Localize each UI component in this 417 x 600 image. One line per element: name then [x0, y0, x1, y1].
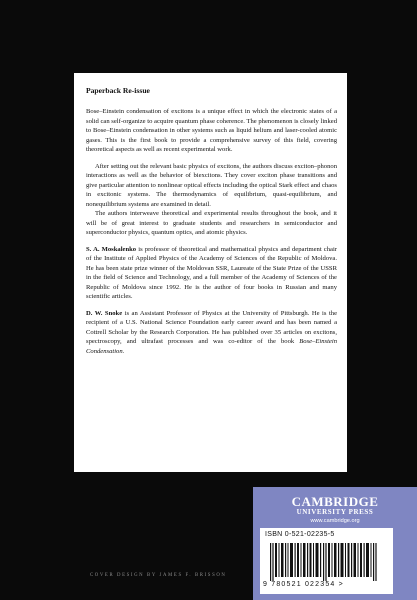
author-name-moskalenko: S. A. Moskalenko: [86, 245, 137, 253]
cover-design-credit: COVER DESIGN BY JAMES F. BRISSON: [90, 573, 227, 578]
description-paragraph-2: After setting out the relevant basic physics of excitons, the authors discuss exciton–phonon interactions as well as the behavior of biexcitons. They cover exciton phase transitions and give particular attention to nonlinear optical effects including the optical Stark effect and chaos in excitonic systems. The thermodynamics of equilibrium, quasi-equilibrium, and nonequilibrium systems are examined in detail.: [86, 162, 337, 208]
barcode-icon: [270, 543, 382, 581]
publisher-url: www.cambridge.org: [310, 518, 360, 524]
author-bio-text-snoke: is an Assistant Professor of Physics at the University of Pittsburgh. He is the recipient of a U.S. National Science Foundation early career award and has been named a Cottrell Scholar by the Research Corporation. He has published over 35 articles on excitons, spectroscopy, and ultrafast processes and was co-editor of the book: [86, 309, 338, 345]
book-title-citation: Bose–Einstein Condensation.: [86, 338, 337, 355]
reissue-heading: Paperback Re-issue: [86, 86, 150, 95]
description-paragraph-3: The authors interweave theoretical and experimental results throughout the book, and it will be of great interest to graduate students and researchers in semiconductor and superconductor physics, quantum optics, and atomic physics.: [86, 210, 337, 236]
publisher-name: CAMBRIDGE: [291, 494, 379, 509]
back-cover-text-panel: [74, 73, 347, 472]
publisher-press-label: UNIVERSITY PRESS: [296, 508, 374, 516]
isbn-text: ISBN 0-521-02235-5: [265, 531, 335, 538]
barcode-label: [260, 528, 393, 594]
author-bio-text-moskalenko: is professor of theoretical and mathematical physics and department chair of the Institute of Applied Physics of the Academy of Sciences of the Republic of Moldova. He has been state prize winner of the Moldovan SSR, Laureate of the State Prize of the USSR in the field of Science and Technology, and a full member of the Academy of Sciences of the Republic of Moldova since 1992. He is the author of four books in Russian and many scientific articles.: [86, 245, 337, 300]
description-paragraph-1: Bose–Einstein condensation of excitons is a unique effect in which the electronic states of a solid can self-organize to acquire quantum phase coherence. The phenomenon is closely linked to Bose–Einstein condensation in other systems such as liquid helium and laser-cooled atomic gases. This is the first book to provide a comprehensive survey of this field, covering theoretical aspects as well as recent experimental work.: [86, 108, 337, 153]
author-bio-moskalenko: [86, 245, 337, 302]
author-name-snoke: D. W. Snoke: [86, 309, 123, 317]
barcode-number: 9 780521 022354 >: [263, 581, 344, 588]
author-bio-snoke: [86, 309, 337, 357]
